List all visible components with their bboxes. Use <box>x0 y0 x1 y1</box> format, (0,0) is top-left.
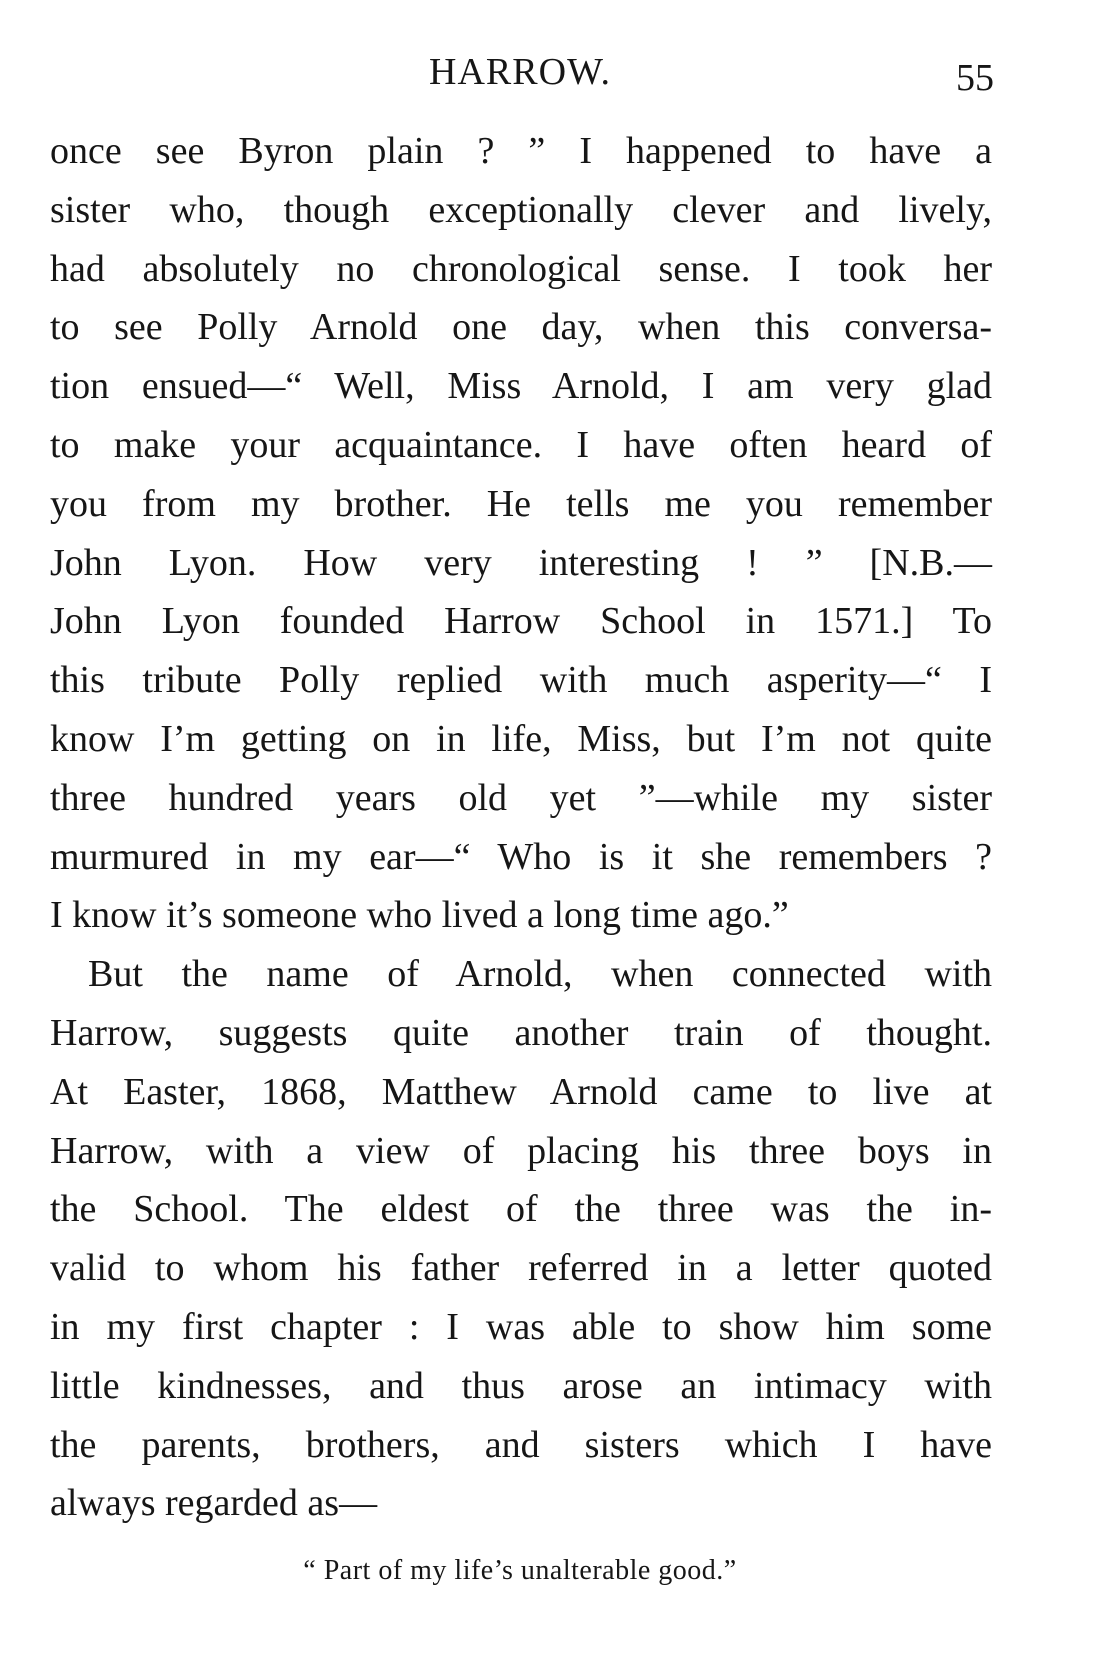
text-line: in my first chapter : I was able to show him some <box>50 1305 992 1348</box>
text-line: valid to whom his father referred in a letter quoted <box>50 1247 992 1290</box>
page-number: 55 <box>956 57 994 99</box>
text-line: know I’m getting on in life, Miss, but I’m not quite <box>50 717 992 760</box>
running-head <box>0 50 1096 100</box>
text-line: John Lyon. How very interesting ! ” [N.B.— <box>50 541 992 584</box>
text-line: the School. The eldest of the three was the in- <box>50 1188 992 1231</box>
running-title: HARROW. <box>429 51 611 93</box>
text-line: once see Byron plain ? ” I happened to have a <box>50 130 992 172</box>
text-line: to see Polly Arnold one day, when this conversa- <box>50 306 992 349</box>
text-line: At Easter, 1868, Matthew Arnold came to live at <box>50 1070 992 1113</box>
text-line: little kindnesses, and thus arose an intimacy with <box>50 1364 992 1407</box>
text-line: murmured in my ear—“ Who is it she remembers ? <box>50 835 992 878</box>
text-line: Harrow, suggests quite another train of thought. <box>50 1011 992 1054</box>
text-line: sister who, though exceptionally clever and lively, <box>50 188 992 231</box>
block-quote: “ Part of my life’s unalterable good.” <box>303 1555 737 1586</box>
text-line: you from my brother. He tells me you remember <box>50 482 992 525</box>
text-line: John Lyon founded Harrow School in 1571.] To <box>50 600 992 643</box>
text-line: had absolutely no chronological sense. I took her <box>50 247 992 290</box>
text-line: to make your acquaintance. I have often heard of <box>50 423 992 466</box>
text-line: always regarded as— <box>50 1482 378 1525</box>
text-line: I know it’s someone who lived a long time ago.” <box>50 894 789 937</box>
text-line: three hundred years old yet ”—while my sister <box>50 776 992 819</box>
text-line: this tribute Polly replied with much asperity—“ I <box>50 659 992 702</box>
text-line: the parents, brothers, and sisters which I have <box>50 1423 992 1466</box>
text-line: tion ensued—“ Well, Miss Arnold, I am very glad <box>50 365 992 408</box>
text-line: But the name of Arnold, when connected with <box>88 953 992 996</box>
body-text <box>50 122 992 1533</box>
text-line: Harrow, with a view of placing his three boys in <box>50 1129 992 1172</box>
